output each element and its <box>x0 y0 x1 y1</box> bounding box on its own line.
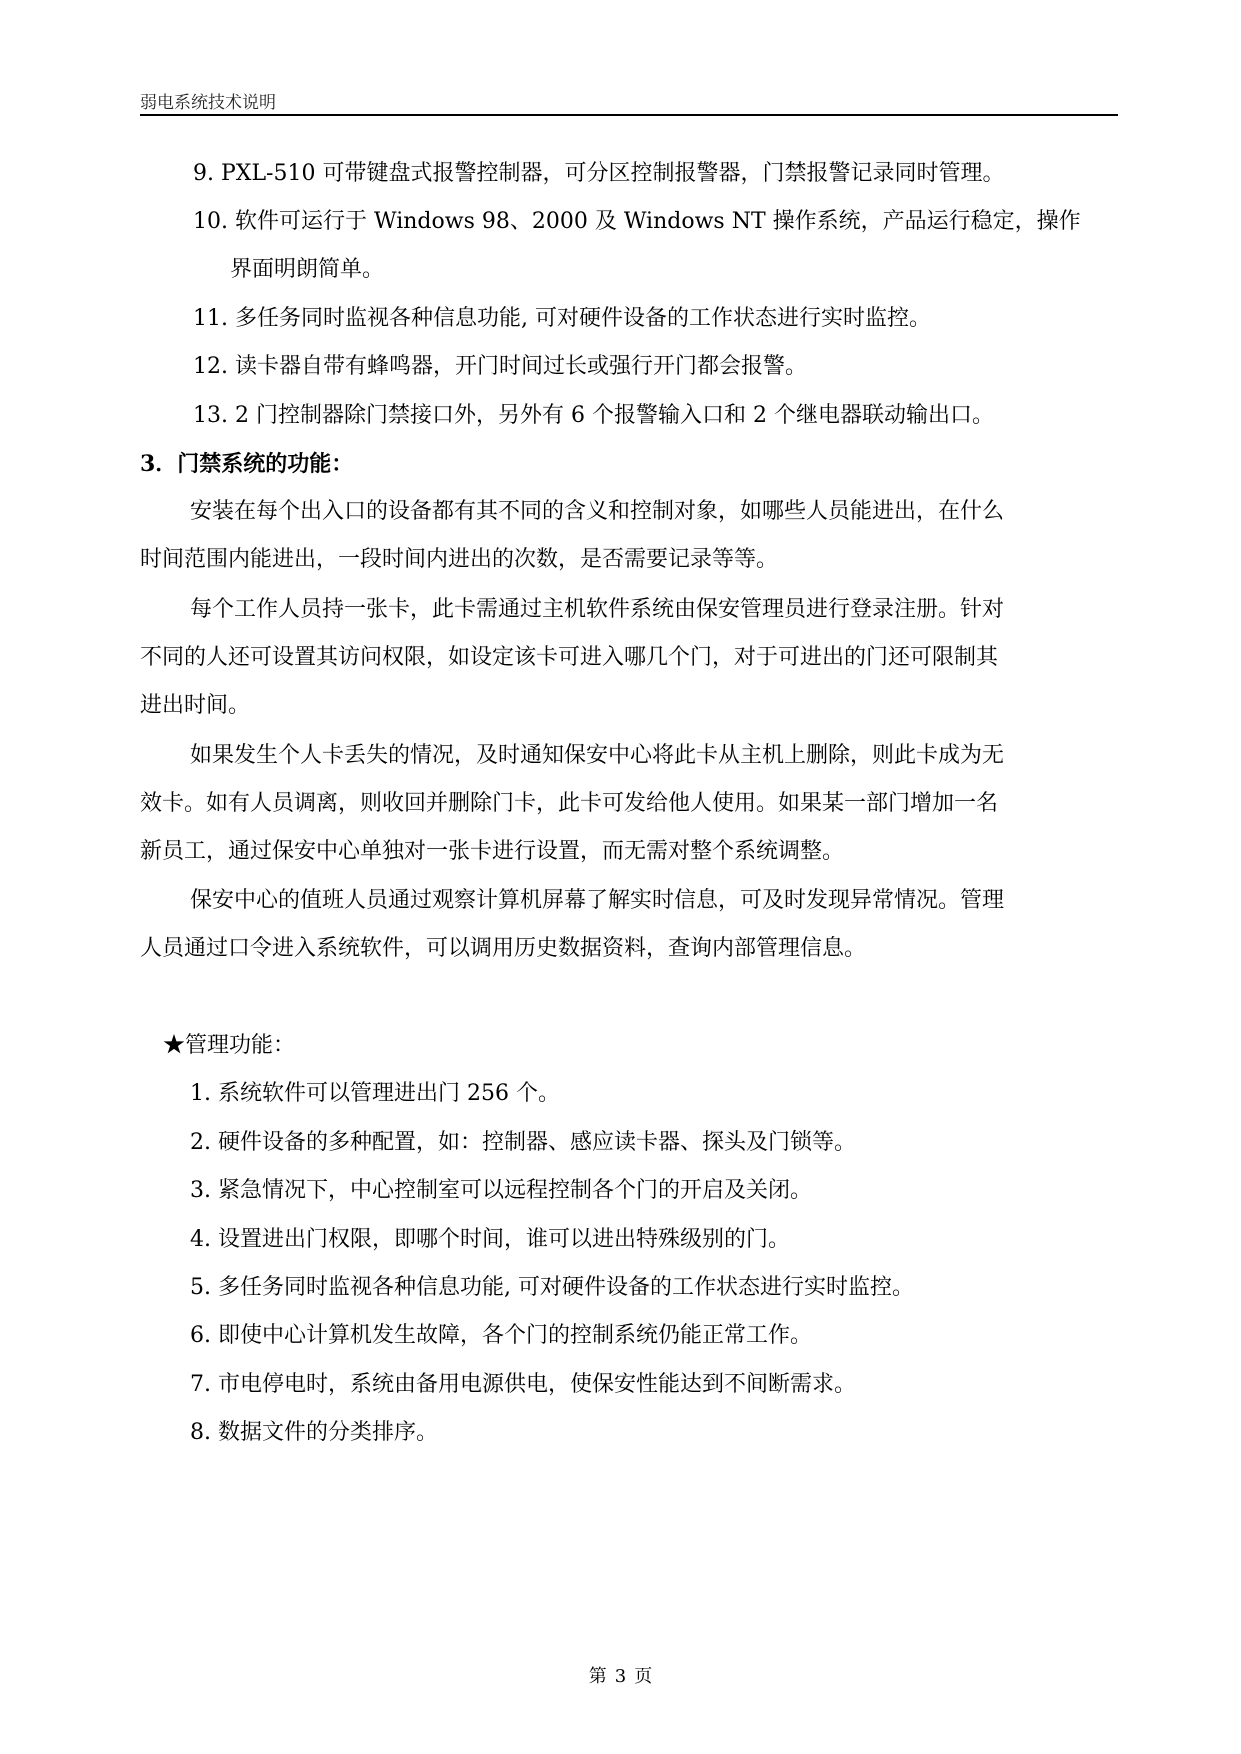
paragraph-line: 不同的人还可设置其访问权限，如设定该卡可进入哪几个门，对于可进出的门还可限制其 <box>140 645 999 670</box>
management-item: 6. 即使中心计算机发生故障，各个门的控制系统仍能正常工作。 <box>190 1323 812 1348</box>
feature-item-9: 9. PXL-510 可带键盘式报警控制器，可分区控制报警器，门禁报警记录同时管理。 <box>193 161 1005 186</box>
page-label-suffix: 页 <box>634 1666 653 1687</box>
paragraph-line: 每个工作人员持一张卡，此卡需通过主机软件系统由保安管理员进行登录注册。针对 <box>190 597 1005 622</box>
running-header-title: 弱电系统技术说明 <box>140 93 276 113</box>
management-item: 7. 市电停电时，系统由备用电源供电，使保安性能达到不间断需求。 <box>190 1372 856 1397</box>
page-footer <box>0 1662 1241 1688</box>
paragraph-line: 进出时间。 <box>140 693 251 718</box>
management-item: 5. 多任务同时监视各种信息功能, 可对硬件设备的工作状态进行实时监控。 <box>190 1275 914 1300</box>
page-number: 3 <box>614 1666 627 1687</box>
paragraph-line: 新员工，通过保安中心单独对一张卡进行设置，而无需对整个系统调整。 <box>140 839 845 864</box>
page-label-prefix: 第 <box>588 1666 607 1687</box>
paragraph-line: 时间范围内能进出，一段时间内进出的次数，是否需要记录等等。 <box>140 547 779 572</box>
header-rule <box>140 114 1118 116</box>
paragraph-line: 安装在每个出入口的设备都有其不同的含义和控制对象，如哪些人员能进出，在什么 <box>190 499 1005 524</box>
paragraph-line: 效卡。如有人员调离，则收回并删除门卡，此卡可发给他人使用。如果某一部门增加一名 <box>140 791 999 816</box>
management-item: 3. 紧急情况下，中心控制室可以远程控制各个门的开启及关闭。 <box>190 1178 812 1203</box>
management-item: 4. 设置进出门权限，即哪个时间，谁可以进出特殊级别的门。 <box>190 1227 790 1252</box>
paragraph-line: 如果发生个人卡丢失的情况，及时通知保安中心将此卡从主机上删除，则此卡成为无 <box>190 743 1005 768</box>
paragraph-line: 保安中心的值班人员通过观察计算机屏幕了解实时信息，可及时发现异常情况。管理 <box>190 888 1005 913</box>
feature-item-11: 11. 多任务同时监视各种信息功能, 可对硬件设备的工作状态进行实时监控。 <box>193 306 931 331</box>
feature-item-10: 10. 软件可运行于 Windows 98、2000 及 Windows NT 操作系统，产品运行稳定，操作 <box>193 209 1081 234</box>
feature-item-10-continuation: 界面明朗简单。 <box>230 257 385 282</box>
paragraph-line: 人员通过口令进入系统软件，可以调用历史数据资料，查询内部管理信息。 <box>140 936 867 961</box>
feature-item-13: 13. 2 门控制器除门禁接口外，另外有 6 个报警输入口和 2 个继电器联动输出口。 <box>193 403 994 428</box>
section-heading: 3．门禁系统的功能： <box>140 451 354 477</box>
management-item: 1. 系统软件可以管理进出门 256 个。 <box>190 1081 560 1106</box>
management-heading: ★管理功能： <box>163 1033 296 1058</box>
feature-item-12: 12. 读卡器自带有蜂鸣器，开门时间过长或强行开门都会报警。 <box>193 354 807 379</box>
management-item: 8. 数据文件的分类排序。 <box>190 1420 438 1445</box>
management-item: 2. 硬件设备的多种配置，如：控制器、感应读卡器、探头及门锁等。 <box>190 1130 856 1155</box>
